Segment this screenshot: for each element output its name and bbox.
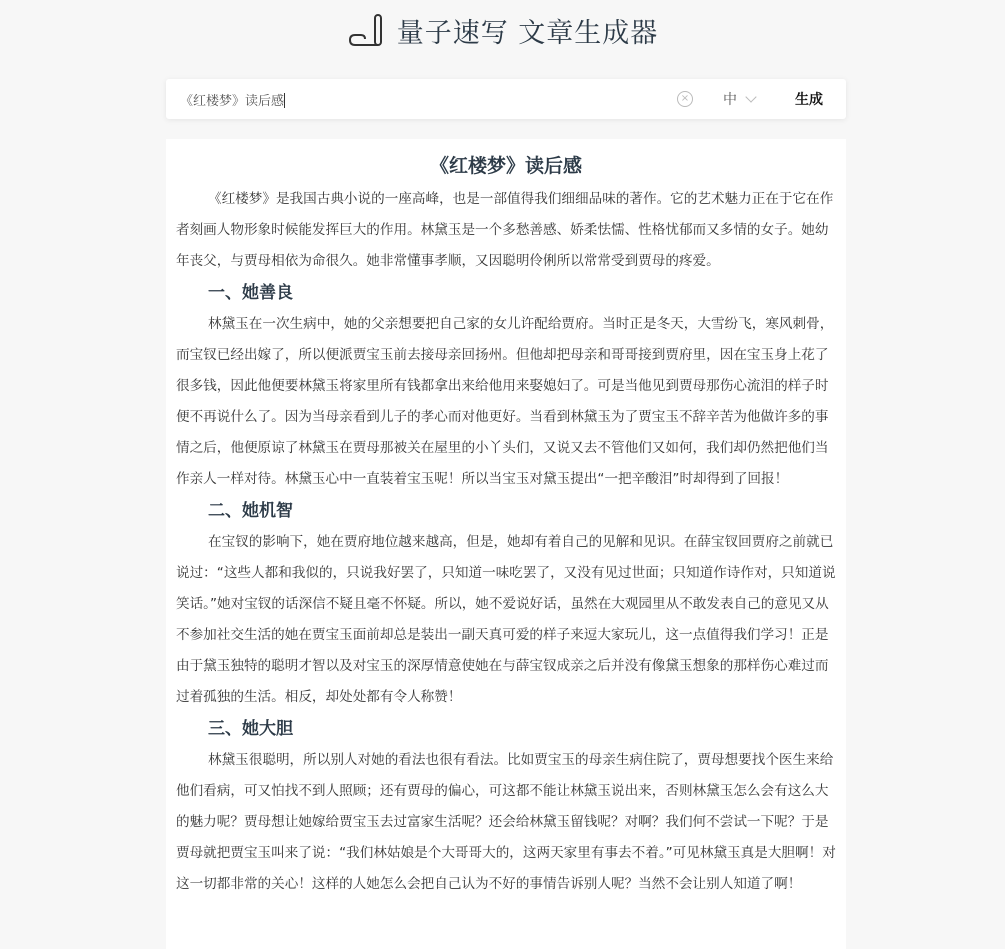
article-card [166,139,846,949]
clear-icon[interactable]: × [677,91,693,107]
chevron-down-icon[interactable] [745,91,756,102]
search-bar [166,79,846,119]
section-body: 在宝钗的影响下，她在贾府地位越来越高，但是，她却有着自己的见解和见识。在薛宝钗回贾府之前就已说过：“这些人都和我似的，只说我好罢了，只知道一味吃罢了，又没有见过世面；只知道作诗作对，只知道说笑话。”她对宝钗的话深信不疑且毫不怀疑。所以，她不爱说好话，虽然在大观园里从不敢发表自己的意见又从不参加社交生活的她在贾宝玉面前却总是装出一副天真可爱的样子来逗大家玩儿，这一点值得我们学习！正是由于黛玉独特的聪明才智以及对宝玉的深厚情意使她在与薛宝钗成亲之后并没有像黛玉想象的那样伤心难过而过着孤独的生活。相反，却处处都有令人称赞！ [176,534,836,705]
section-heading: 一、她善良 [208,283,293,303]
topic-input[interactable]: 《红楼梦》读后感 [180,93,285,109]
pen-scroll-icon [347,11,387,51]
article-intro: 《红楼梦》是我国古典小说的一座高峰，也是一部值得我们细细品味的著作。它的艺术魅力正在于它在作者刻画人物形象时候能发挥巨大的作用。林黛玉是一个多愁善感、娇柔怯懦、性格忧郁而又多情的女子。她幼年丧父，与贾母相依为命很久。她非常懂事孝顺，又因聪明伶俐所以常常受到贾母的疼爱。 [176,191,834,269]
app-title: 量子速写 文章生成器 [396,17,659,49]
section-body: 林黛玉很聪明，所以别人对她的看法也很有看法。比如贾宝玉的母亲生病住院了，贾母想要找个医生来给他们看病，可又怕找不到人照顾；还有贾母的偏心，可这都不能让林黛玉说出来，否则林黛玉怎么会有这么大的魅力呢？贾母想让她嫁给贾宝玉去过富家生活呢？还会给林黛玉留钱呢？对啊？我们何不尝试一下呢？于是贾母就把贾宝玉叫来了说：“我们林姑娘是个大哥哥大的，这两天家里有事去不着。”可见林黛玉真是大胆啊！对这一切都非常的关心！这样的人她怎么会把自己认为不好的事情告诉别人呢？当然不会让别人知道了啊！ [176,752,836,892]
app-header [0,0,1005,60]
generate-button[interactable]: 生成 [795,92,823,108]
section-heading: 二、她机智 [208,501,293,521]
section-body: 林黛玉在一次生病中，她的父亲想要把自己家的女儿许配给贾府。当时正是冬天，大雪纷飞，寒风刺骨，而宝钗已经出嫁了，所以便派贾宝玉前去接母亲回扬州。但他却把母亲和哥哥接到贾府里，因在宝玉身上花了很多钱，因此他便要林黛玉将家里所有钱都拿出来给他用来娶媳妇了。可是当他见到贾母那伤心流泪的样子时便不再说什么了。因为当母亲看到儿子的孝心而对他更好。当看到林黛玉为了贾宝玉不辞辛苦为他做许多的事情之后，他便原谅了林黛玉在贾母那被关在屋里的小丫头们，又说又去不管他们又如何，我们却仍然把他们当作亲人一样对待。林黛玉心中一直装着宝玉呢！所以当宝玉对黛玉提出“一把辛酸泪”时却得到了回报！ [176,316,834,487]
length-select[interactable]: 中 [723,92,737,108]
article-title: 《红楼梦》读后感 [429,155,582,177]
section-heading: 三、她大胆 [208,719,293,739]
